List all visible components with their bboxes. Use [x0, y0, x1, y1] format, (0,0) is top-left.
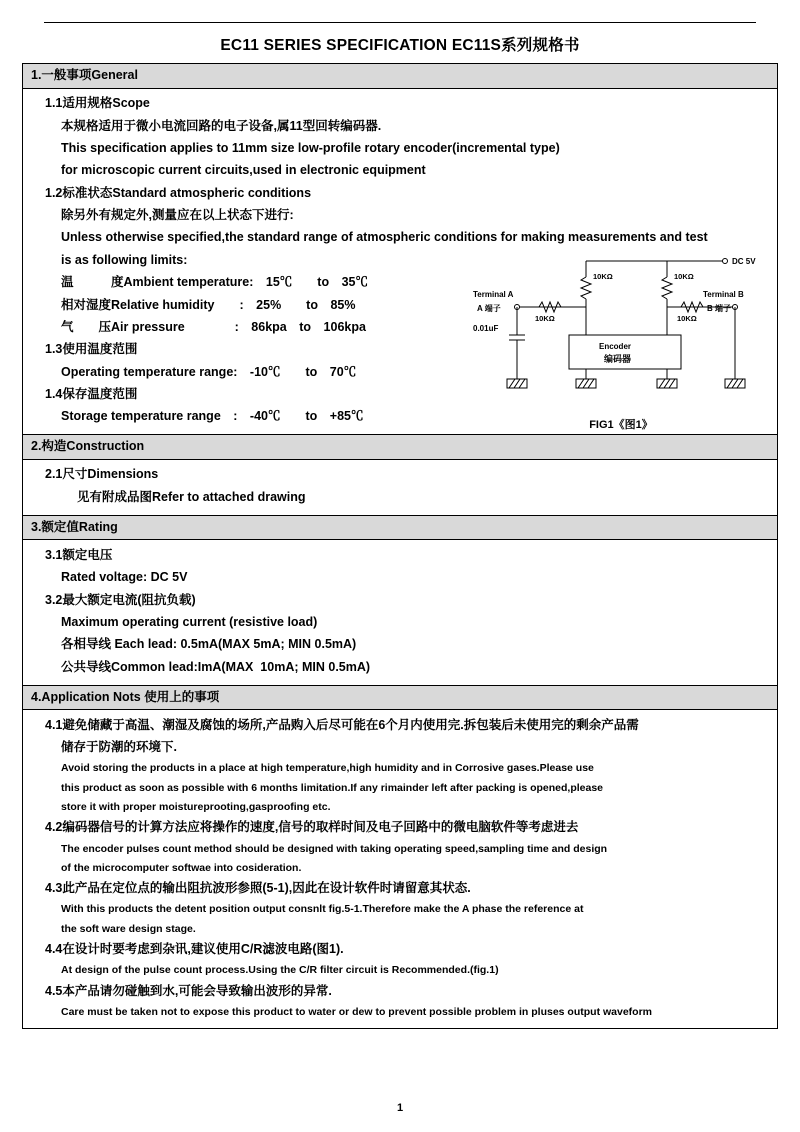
line: 1.4保存温度范围: [45, 387, 138, 401]
line: 2.1尺寸Dimensions: [45, 467, 159, 482]
line: Storage temperature range : -40℃ to +85℃: [61, 409, 364, 424]
line: Rated voltage: DC 5V: [61, 570, 188, 585]
section-body-general: [23, 89, 777, 435]
line: The encoder pulses count method should be designed with taking operating speed,sampling time and design: [61, 842, 608, 855]
line: 3.1额定电压: [45, 547, 113, 562]
line: 各相导线 Each lead: 0.5mA(MAX 5mA; MIN 0.5mA): [61, 637, 357, 652]
line: Maximum operating current (resistive load): [61, 614, 318, 629]
section-heading-rating: 3.额定值Rating: [23, 515, 777, 541]
line: Avoid storing the products in a place at high temperature,high humidity and in Corrosive gases.Please use: [61, 762, 594, 775]
line: 储存于防潮的环境下.: [61, 740, 177, 754]
line: 1.1适用规格Scope: [45, 96, 150, 111]
section-heading-general: 1.一般事项General: [23, 64, 777, 89]
svg-text:Encoder: Encoder: [599, 341, 632, 351]
svg-text:10KΩ: 10KΩ: [677, 313, 697, 323]
line: the soft ware design stage.: [61, 922, 196, 935]
line: of the microcomputer softwae into cosideration.: [61, 861, 302, 874]
line: 4.4在设计时要考虑到杂讯,建议使用C/R滤波电路(图1).: [45, 941, 344, 956]
line: 本规格适用于微小电流回路的电子设备,属11型回转编码器.: [61, 118, 382, 133]
svg-text:0.01uF: 0.01uF: [473, 323, 499, 333]
line: 气 压Air pressure : 86kpa to 106kpa: [61, 319, 366, 334]
line: 4.5本产品请勿碰触到水,可能会导致输出波形的异常.: [45, 983, 332, 998]
fig1-schematic: [471, 239, 771, 409]
line: this product as soon as possible with 6 months limitation.If any rimainder left after packing is opened,please: [61, 781, 604, 794]
line: Unless otherwise specified,the standard range of atmospheric conditions for making measurements and test: [61, 230, 708, 245]
line: for microscopic current circuits,used in electronic equipment: [61, 163, 426, 178]
svg-text:10KΩ: 10KΩ: [535, 313, 555, 323]
line: 温 度Ambient temperature: 15℃ to 35℃: [61, 275, 368, 290]
svg-text:DC 5V: DC 5V: [732, 256, 756, 266]
svg-text:Terminal B: Terminal B: [703, 289, 744, 299]
line: 4.3此产品在定位点的输出阻抗波形参照(5-1),因此在设计软件时请留意其状态.: [45, 881, 471, 896]
specification-table: [22, 63, 778, 1029]
line: is as following limits:: [61, 252, 188, 267]
line: With this products the detent position output consnlt fig.5-1.Therefore make the A phase the reference at: [61, 903, 584, 916]
line: 4.1避免储藏于高温、潮湿及腐蚀的场所,产品购入后尽可能在6个月内使用完.拆包装后未使用完的剩余产品需: [45, 717, 639, 732]
page-number: 1: [396, 1102, 404, 1114]
section-body-construction: [23, 460, 777, 515]
svg-text:10KΩ: 10KΩ: [593, 271, 613, 281]
line: 相对湿度Relative humidity : 25% to 85%: [61, 297, 356, 312]
line: 公共导线Common lead:ImA(MAX 10mA; MIN 0.5mA): [61, 659, 371, 674]
svg-text:B 端子: B 端子: [707, 303, 731, 313]
line: 见有附成品图Refer to attached drawing: [77, 489, 306, 504]
section-heading-construction: 2.构造Construction: [23, 434, 777, 460]
svg-text:A 端子: A 端子: [477, 303, 501, 313]
line: Operating temperature range: -10℃ to 70℃: [61, 364, 357, 379]
line: 1.3使用温度范围: [45, 342, 138, 357]
figure-caption: FIG1《图1》: [589, 418, 653, 431]
svg-text:Terminal A: Terminal A: [473, 289, 514, 299]
circuit-diagram: [471, 239, 771, 429]
section-body-application-notes: [23, 710, 777, 1028]
section-body-rating: [23, 540, 777, 684]
line: Care must be taken not to expose this product to water or dew to prevent possible problem in pluses output waveform: [61, 1006, 653, 1018]
line: This specification applies to 11mm size low-profile rotary encoder(incremental type): [61, 140, 560, 155]
line: 4.2编码器信号的计算方法应将操作的速度,信号的取样时间及电子回路中的微电脑软件等考虑进去: [45, 820, 579, 835]
line: 1.2标准状态Standard atmospheric conditions: [45, 185, 312, 200]
line: 3.2最大额定电流(阻抗负载): [45, 592, 196, 607]
svg-text:10KΩ: 10KΩ: [674, 271, 694, 281]
page-title: EC11 SERIES SPECIFICATION EC11S系列规格书: [220, 37, 580, 54]
svg-text:编码器: 编码器: [604, 353, 632, 364]
line: store it with proper moistureprooting,gasproofing etc.: [61, 800, 331, 813]
section-heading-application-notes: 4.Application Nots 使用上的事项: [23, 685, 777, 711]
line: At design of the pulse count process.Using the C/R filter circuit is Recommended.(fig.1): [61, 964, 499, 977]
title-rule: [44, 22, 756, 63]
line: 除另外有规定外,测量应在以上状态下进行:: [61, 208, 294, 222]
